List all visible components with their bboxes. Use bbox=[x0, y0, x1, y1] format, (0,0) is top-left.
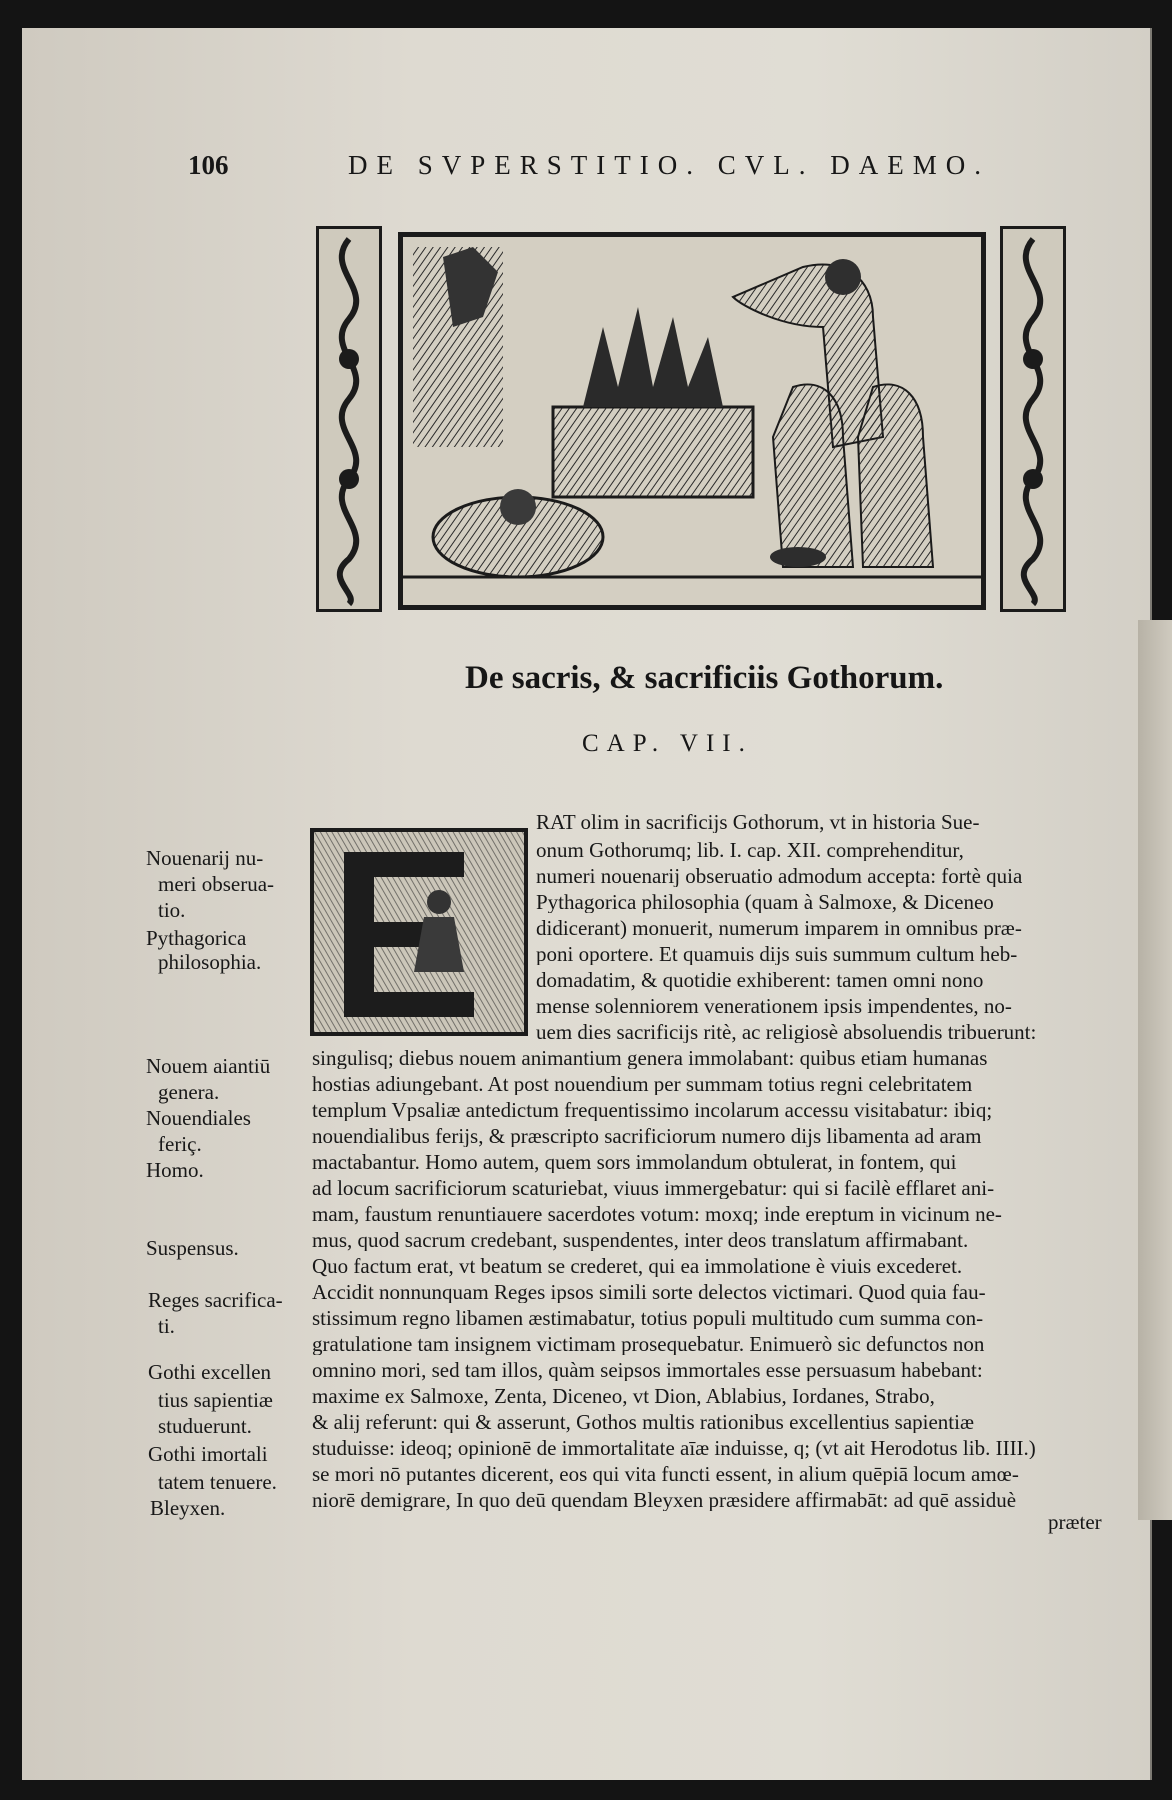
chapter-number: CAP. VII. bbox=[582, 730, 753, 757]
catchword: præter bbox=[1048, 1510, 1102, 1534]
margin-note-line: Bleyxen. bbox=[150, 1496, 226, 1520]
body-text-line: nouendialibus ferijs, & præscripto sacrificiorum numero dijs libamenta ad aram bbox=[312, 1126, 982, 1147]
body-text-line: didicerant) monuerit, numerum imparem in omnibus præ- bbox=[536, 918, 1022, 939]
margin-note-line: Reges sacrifica- bbox=[148, 1288, 283, 1312]
margin-note-line: Gothi excellen bbox=[148, 1360, 272, 1384]
margin-note-line: Nouenarij nu- bbox=[146, 846, 264, 870]
body-text-line: Quo factum erat, vt beatum se crederet, qui ea immolatione è viuis excederet. bbox=[312, 1256, 963, 1277]
body-text-line: domadatim, & quotidie exhiberent: tamen omni nono bbox=[536, 970, 984, 991]
body-text-line: niorē demigrare, In quo deū quendam Bleyxen præsidere affirmabāt: ad quē assiduè bbox=[312, 1490, 1017, 1511]
body-text-line: hostias adiungebant. At post nouendium per summam totius regni celebritatem bbox=[312, 1074, 973, 1095]
body-text-line: RAT olim in sacrificijs Gothorum, vt in historia Sue- bbox=[536, 812, 980, 833]
body-text-line: mense solenniorem venerationem ipsis impendentes, no- bbox=[536, 996, 1012, 1017]
body-text-line: singulisq; diebus nouem animantium genera immolabant: quibus etiam humanas bbox=[312, 1048, 988, 1069]
margin-note-line: tius sapientiæ bbox=[158, 1388, 273, 1412]
margin-note-line: ti. bbox=[158, 1314, 175, 1338]
margin-note-line: Nouem aiantiū bbox=[146, 1054, 271, 1078]
margin-note-line: Homo. bbox=[146, 1158, 204, 1182]
margin-note-line: meri obserua- bbox=[158, 872, 275, 896]
body-text-line: poni oportere. Et quamuis dijs suis summum cultum heb- bbox=[536, 944, 1018, 965]
page-header bbox=[188, 150, 1058, 190]
next-page-edge bbox=[1138, 620, 1172, 1520]
margin-note-line: genera. bbox=[158, 1080, 220, 1104]
body-text-line: mam, faustum renuntiauere sacerdotes votum: moxq; inde ereptum in vicinum ne- bbox=[312, 1204, 1002, 1225]
body-text-line: gratulatione tam insignem victimam prosequebatur. Enimuerò sic defunctos non bbox=[312, 1334, 985, 1355]
sacrifice-woodcut-illustration bbox=[398, 232, 986, 610]
margin-note-line: Gothi imortali bbox=[148, 1442, 268, 1466]
body-text-line: & alij referunt: qui & asserunt, Gothos multis rationibus excellentius sapientiæ bbox=[312, 1412, 974, 1433]
body-text-line: ad locum sacrificiorum scaturiebat, viuus immergebatur: qui si facilè efflaret ani- bbox=[312, 1178, 995, 1199]
body-text-line: templum Vpsaliæ antedictum frequentissimo incolarum accessu visitabatur: ibiq; bbox=[312, 1100, 993, 1121]
running-title: DE SVPERSTITIO. CVL. DAEMO. bbox=[348, 150, 991, 180]
chapter-title: De sacris, & sacrificiis Gothorum. bbox=[465, 660, 944, 696]
margin-note-line: feriç. bbox=[158, 1132, 202, 1156]
body-text-line: Accidit nonnunquam Reges ipsos simili sorte delectos victimari. Quod quia fau- bbox=[312, 1282, 986, 1303]
body-text-line: Pythagorica philosophia (quam à Salmoxe, & Diceneo bbox=[536, 892, 994, 913]
decorated-initial-e bbox=[310, 828, 528, 1036]
body-text-line: maxime ex Salmoxe, Zenta, Diceneo, vt Dion, Ablabius, Iordanes, Strabo, bbox=[312, 1386, 935, 1407]
margin-note-line: tatem tenuere. bbox=[158, 1470, 277, 1494]
body-text-line: stissimum regno libamen æstimabatur, totius populi multitudo cum summa con- bbox=[312, 1308, 984, 1329]
body-text-line: omnino mori, sed tam illos, quàm seipsos immortales esse persuasum habebant: bbox=[312, 1360, 983, 1381]
body-text-line: uem dies sacrificijs ritè, ac religiosè absoluendis tribuerunt: bbox=[536, 1022, 1037, 1043]
body-text-line: numeri nouenarij obseruatio admodum accepta: fortè quia bbox=[536, 866, 1023, 887]
body-text-line: onum Gothorumq; lib. I. cap. XII. comprehenditur, bbox=[536, 840, 964, 861]
body-text-line: se mori nō putantes dicerent, eos qui vita functi essent, in alium quēpiā locum amœ- bbox=[312, 1464, 1019, 1485]
margin-note-line: tio. bbox=[158, 898, 186, 922]
margin-note-line: Suspensus. bbox=[146, 1236, 239, 1260]
right-ornament-border bbox=[1000, 226, 1066, 612]
margin-note-line: philosophia. bbox=[158, 950, 262, 974]
body-text-line: mus, quod sacrum credebant, suspendentes, inter deos translatum affirmabant. bbox=[312, 1230, 969, 1251]
body-text-line: mactabantur. Homo autem, quem sors immolandum obtulerat, in fontem, qui bbox=[312, 1152, 957, 1173]
margin-note-line: Nouendiales bbox=[146, 1106, 251, 1130]
margin-note-line: Pythagorica bbox=[146, 926, 247, 950]
page-number: 106 bbox=[188, 150, 229, 180]
body-text-line: studuisse: ideoq; opinionē de immortalitate aīæ induisse, q; (vt ait Herodotus lib. IIII.) bbox=[312, 1438, 1036, 1459]
margin-note-line: studuerunt. bbox=[158, 1414, 252, 1438]
left-ornament-border bbox=[316, 226, 382, 612]
